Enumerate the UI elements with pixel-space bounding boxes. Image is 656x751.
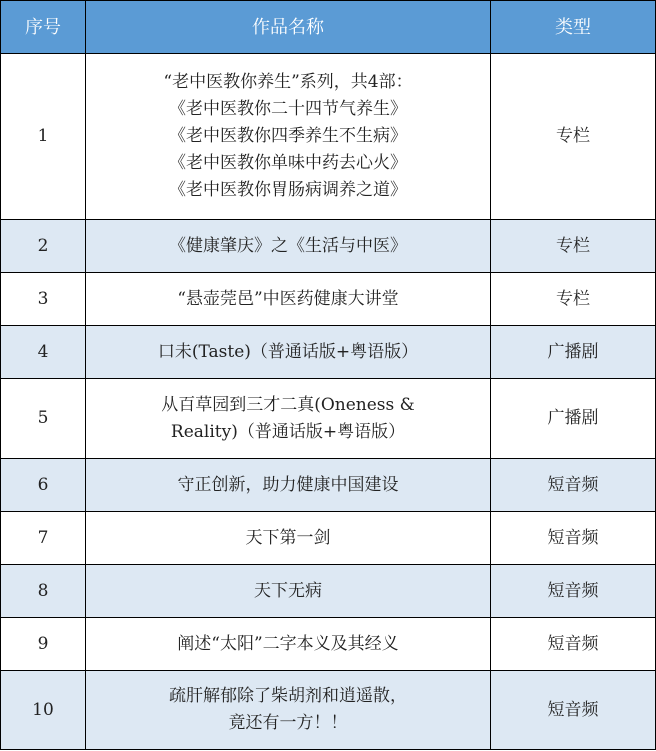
row-name-line: 阐述“太阳”二字本义及其经义 [177,633,399,654]
row-type: 专栏 [491,273,656,326]
row-name [86,565,491,618]
row-name [86,273,491,326]
row-name-line: 《老中医教你胃肠病调养之道》 [169,180,407,200]
row-name-line: 天下第一剑 [245,527,331,548]
row-no: 4 [1,326,86,379]
row-name [86,379,491,459]
table-row [1,273,656,326]
table-row [1,512,656,565]
row-type: 短音频 [491,671,656,750]
row-name-line: 《老中医教你单味中药去心火》 [169,153,407,173]
row-name-line: Reality)（普通话版+粤语版） [170,421,406,442]
table-row [1,671,656,750]
row-type: 专栏 [491,54,656,220]
row-name-line: “老中医教你养生”系列，共4部： [163,72,413,92]
row-name [86,459,491,512]
row-name [86,671,491,750]
row-no: 10 [1,671,86,750]
row-no: 8 [1,565,86,618]
row-name-line: 疏肝解郁除了柴胡剂和逍遥散， [169,686,407,706]
row-no: 2 [1,220,86,273]
row-name-line: “悬壶莞邑”中医药健康大讲堂 [177,288,399,309]
header-name: 作品名称 [86,1,491,54]
table-row [1,459,656,512]
row-type: 短音频 [491,618,656,671]
row-name-line: 从百草园到三才二真(Oneness & [161,394,415,415]
table-row [1,379,656,459]
row-type: 广播剧 [491,379,656,459]
row-name-line: 天下无病 [254,580,322,601]
row-name-line: 《老中医教你四季养生不生病》 [169,126,407,146]
row-name-line: 守正创新，助力健康中国建设 [177,474,399,495]
row-name [86,220,491,273]
row-name-line: 《老中医教你二十四节气养生》 [169,99,407,119]
row-type: 短音频 [491,565,656,618]
row-no: 3 [1,273,86,326]
row-name-line: 口未(Taste)（普通话版+粤语版） [157,341,419,362]
row-type: 专栏 [491,220,656,273]
row-type: 短音频 [491,459,656,512]
row-type: 广播剧 [491,326,656,379]
header-no: 序号 [1,1,86,54]
table-header-row [1,1,656,54]
table-row [1,565,656,618]
header-type: 类型 [491,1,656,54]
row-no: 5 [1,379,86,459]
row-name-line: 竟还有一方！！ [228,713,348,733]
row-no: 1 [1,54,86,220]
table-row [1,54,656,220]
row-no: 9 [1,618,86,671]
row-name [86,618,491,671]
row-no: 7 [1,512,86,565]
row-name [86,326,491,379]
row-name-line: 《健康肇庆》之《生活与中医》 [169,235,407,256]
row-name [86,54,491,220]
row-type: 短音频 [491,512,656,565]
row-no: 6 [1,459,86,512]
row-name [86,512,491,565]
table-row [1,618,656,671]
table-row [1,220,656,273]
table-row [1,326,656,379]
